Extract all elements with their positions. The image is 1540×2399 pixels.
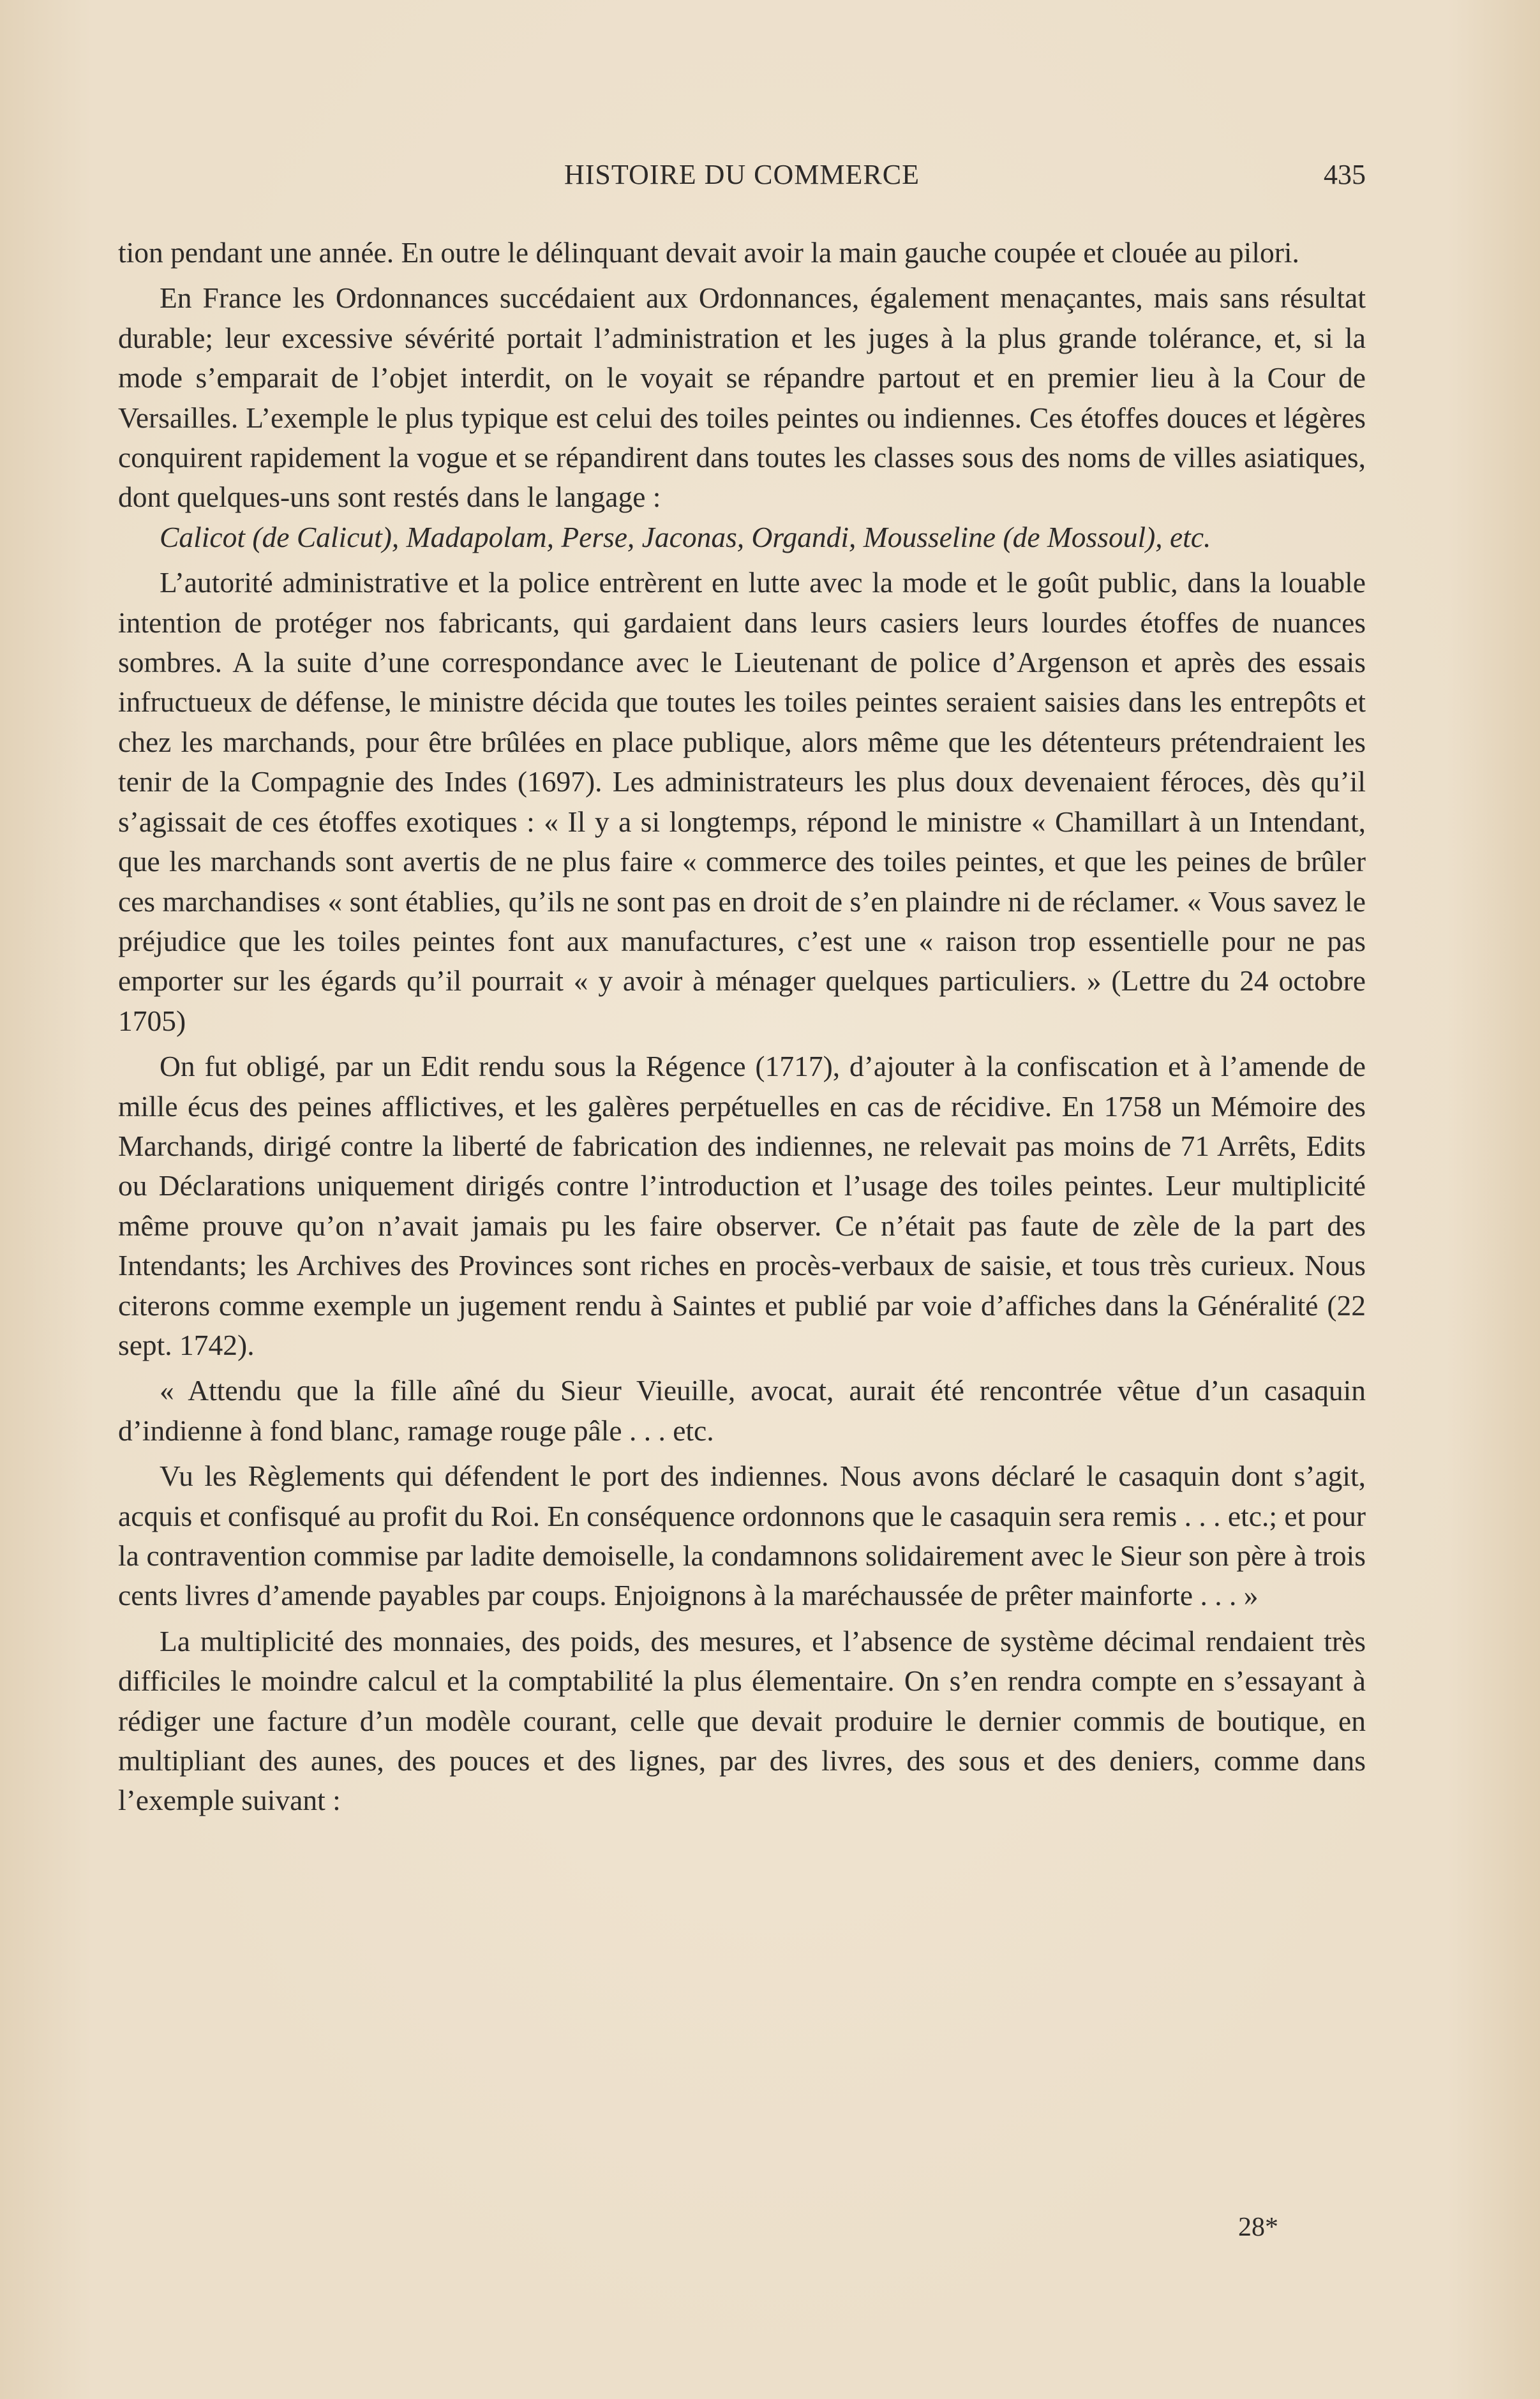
running-title: HISTOIRE DU COMMERCE xyxy=(564,159,920,190)
page-header xyxy=(118,158,1366,197)
paragraph: Calicot (de Calicut), Madapolam, Perse, Jaconas, Organdi, Mousseline (de Mossoul), etc. xyxy=(160,520,1211,553)
signature-mark: 28* xyxy=(1238,2213,1278,2242)
paragraph: L’autorité administrative et la police entrèrent en lutte avec la mode et le goût public, dans la louable intention de protéger nos fabricants, qui gardaient dans leurs casiers leurs lourdes étoffes de nuances sombres. A la suite d’une correspondance avec le Lieutenant de police d’Argenson et après des essais infructueux de défense, le ministre décida que toutes les toiles peintes seraient saisies dans les entrepôts et chez les marchands, pour être brûlées en place publique, alors même que les détenteurs prétendraient les tenir de la Compagnie des Indes (1697). Les administrateurs les plus doux devenaient féroces, dès qu’il s’agissait de ces étoffes exotiques : « Il y a si longtemps, répond le ministre « Chamillart à un Intendant, que les marchands sont avertis de ne plus faire « commerce des toiles peintes, et que les peines de brûler ces marchandises « sont établies, qu’ils ne sont pas en droit de s’en plaindre ni de réclamer. « Vous savez le préjudice que les toiles peintes font aux manufactures, c’est une « raison trop essentielle pour ne pas emporter sur les égards qu’il pourrait « y avoir à ménager quelques particuliers. » (Lettre du 24 octobre 1705) xyxy=(118,566,1366,1037)
page-number: 435 xyxy=(1324,159,1366,190)
paragraph: En France les Ordonnances succédaient aux Ordonnances, également menaçantes, mais sans résultat durable; leur excessive sévérité portait l’administration et les juges à la plus grande tolérance, et, si la mode s’emparait de l’objet interdit, on le voyait se répandre partout et en premier lieu à la Cour de Versailles. L’exemple le plus typique est celui des toiles peintes ou indiennes. Ces étoffes douces et légères conquirent rapidement la vogue et se répandirent dans toutes les classes sous des noms de villes asiatiques, dont quelques-uns sont restés dans le langage : xyxy=(118,281,1366,514)
body-text xyxy=(118,233,1366,1827)
paragraph: La multiplicité des monnaies, des poids, des mesures, et l’absence de système décimal rendaient très difficiles le moindre calcul et la comptabilité la plus élementaire. On s’en rendra compte en s’essayant à rédiger une facture d’un modèle courant, celle que devait produire le dernier commis de boutique, en multipliant des aunes, des pouces et des lignes, par des livres, des sous et des deniers, comme dans l’exemple suivant : xyxy=(118,1624,1366,1817)
paragraph: tion pendant une année. En outre le délinquant devait avoir la main gauche coupée et clouée au pilori. xyxy=(118,236,1299,269)
paragraph: « Attendu que la fille aîné du Sieur Vieuille, avocat, aurait été rencontrée vêtue d’un casaquin d’indienne à fond blanc, ramage rouge pâle . . . etc. xyxy=(118,1374,1366,1447)
paragraph: Vu les Règlements qui défendent le port des indiennes. Nous avons déclaré le casaquin dont s’agit, acquis et confisqué au profit du Roi. En conséquence ordonnons que le casaquin sera remis . . . etc.; et pour la contravention commise par ladite demoiselle, la condamnons solidairement avec le Sieur son père à trois cents livres d’amende payables par coups. Enjoignons à la maréchaussée de prêter mainforte . . . » xyxy=(118,1460,1366,1612)
paragraph: On fut obligé, par un Edit rendu sous la Régence (1717), d’ajouter à la confiscation et à l’amende de mille écus des peines afflictives, et les galères perpétuelles en cas de récidive. En 1758 un Mémoire des Marchands, dirigé contre la liberté de fabrication des indiennes, ne relevait pas moins de 71 Arrêts, Edits ou Déclarations uniquement dirigés contre l’introduction et l’usage des toiles peintes. Leur multiplicité même prouve qu’on n’avait jamais pu les faire observer. Ce n’était pas faute de zèle de la part des Intendants; les Archives des Provinces sont riches en procès-verbaux de saisie, et tous très curieux. Nous citerons comme exemple un jugement rendu à Saintes et publié par voie d’affiches dans la Généralité (22 sept. 1742). xyxy=(118,1050,1366,1361)
